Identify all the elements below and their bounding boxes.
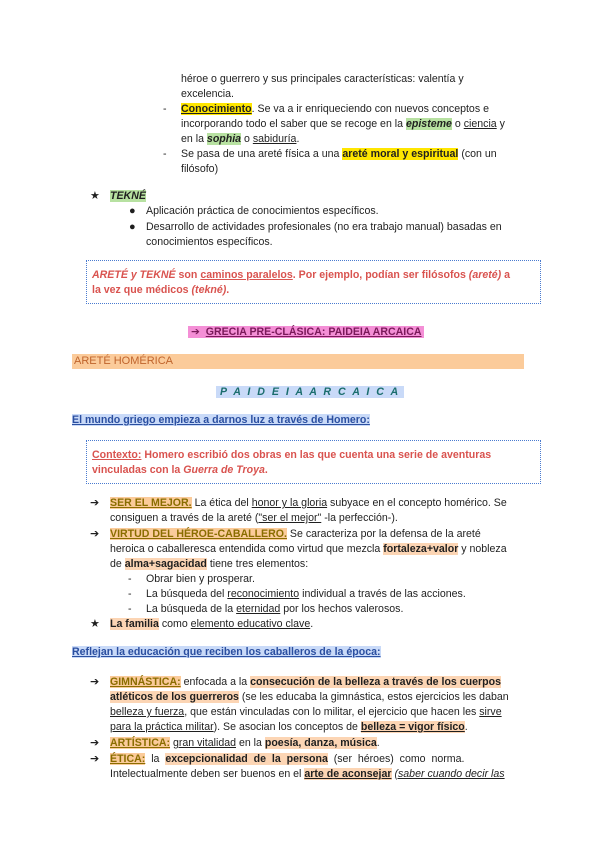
text-line: héroe o guerrero y sus principales características: valentía y [181,73,464,85]
text-span: . [226,284,230,296]
text-span: subyace en el concepto homérico. Se [327,497,507,509]
sophia-term: sophia [206,133,242,145]
text-span: de [110,558,125,570]
contexto-term: Contexto: [92,449,142,461]
text-line: conocimientos específicos. [146,236,273,248]
text-span: son [175,269,201,281]
atleticos-term: atléticos de los guerreros [110,691,239,703]
text-line [110,496,507,511]
star-bullet-icon: ★ [90,618,100,630]
familia-term: La familia [110,618,159,630]
text-span: ARETÉ y TEKNÉ [92,269,176,281]
sirve-term: sirve [479,706,502,718]
poesia-term: poesía, danza, música [264,737,377,749]
dash-bullet: - [163,103,167,115]
reflejan-heading [72,645,381,660]
arrow-bullet-icon: ➔ [90,753,100,765]
text-span: Se caracteriza por la defensa de la areté [286,528,481,540]
reconocimiento-term: reconocimiento [227,588,300,600]
text-line: filósofo) [181,163,219,175]
dot-bullet: ● [129,205,136,217]
text-span: como [158,618,191,630]
paideia-arcaica-text: P A I D E I A A R C A I C A [216,386,404,398]
text-span: Homero escribió dos obras en las que cuenta una serie de aventuras [141,449,492,461]
text-line: Obrar bien y prosperar. [146,573,255,585]
text-span: vinculadas con la [92,464,184,476]
text-line [110,557,308,572]
arete-homerica-heading: ARETÉ HOMÉRICA [74,355,174,367]
text-span: enfocada a la [180,676,251,688]
text-line [110,720,468,735]
text-line: Aplicación práctica de conocimientos específicos. [146,205,379,217]
text-line [181,132,299,147]
belleza-term: belleza y fuerza [110,706,185,718]
tekne-term: TEKNÉ [110,190,146,202]
text-span: (ser héroes) como norma. [327,753,465,765]
text-line [110,752,464,767]
dash-bullet: - [163,148,167,160]
quote-term: "ser el mejor" [258,512,322,524]
text-span: incorporando todo el saber que se recoge en la [181,118,404,130]
text-span: heroica o caballeresca entendida como virtud que mezcla [110,543,384,555]
text-line [110,690,509,705]
arrow-bullet-icon: ➔ [90,676,100,688]
text-span: , que están vinculadas con lo militar, el ejercicio que hacen les [184,706,480,718]
text-span: . [464,721,468,733]
text-line [110,736,380,751]
text-span: La búsqueda del [146,588,228,600]
text-span: . [296,133,300,145]
text-span: o [451,118,464,130]
text-line [110,617,313,632]
text-span: (se les educaba la gimnástica, estos ejercicios les daban [238,691,509,703]
saber-term: (saber cuando decir las [394,768,505,780]
episteme-term: episteme [406,118,452,130]
mundo-griego-text: El mundo griego empieza a darnos luz a través de Homero: [72,414,370,426]
text-line [110,511,398,526]
practica-term: para la práctica militar [110,721,214,733]
text-line [110,675,501,690]
arrow-bullet-icon: ➔ [90,497,100,509]
star-bullet-icon: ★ [90,190,100,202]
section-title: ➔ GRECIA PRE-CLÁSICA: PAIDEIA ARCAICA [188,325,424,340]
text-line [110,542,507,557]
text-span: o [241,133,253,145]
consecucion-term: consecución de la belleza a través de los cuerpos [250,676,501,688]
ciencia-term: ciencia [463,118,497,130]
text-span: (areté) [468,269,502,281]
text-span: individual a través de las acciones. [299,588,466,600]
dash-bullet: - [128,588,132,600]
text-span: y [496,118,505,130]
gimnastica-term: GIMNÁSTICA: [110,676,181,688]
alma-term: alma+sagacidad [124,558,207,570]
guerra-term: Guerra de Troya [183,464,265,476]
text-span: Se pasa de una areté física a una [181,148,343,160]
arte-term: arte de aconsejar [304,768,392,780]
conocimiento-term: Conocimiento [181,103,252,115]
text-span: -la perfección-). [321,512,398,524]
dash-bullet: - [128,603,132,615]
sabiduria-term: sabiduría [252,133,297,145]
dot-bullet: ● [129,221,136,233]
section-title-text: GRECIA PRE-CLÁSICA: PAIDEIA ARCAICA [205,326,422,338]
text-line: Desarrollo de actividades profesionales (no era trabajo manual) basadas en [146,221,502,233]
arete-moral-term: areté moral y espiritual [342,148,459,160]
text-span: la [145,753,166,765]
elemento-term: elemento educativo clave [190,618,311,630]
text-span: por los hechos valerosos. [280,603,404,615]
text-line [110,705,502,720]
text-span: La ética del [191,497,252,509]
text-span: a [501,269,511,281]
fortaleza-term: fortaleza+valor [383,543,459,555]
text-span: (tekné) [191,284,227,296]
text-line [181,102,489,117]
etica-term: ÉTICA: [110,753,146,765]
text-line [92,463,268,478]
ser-mejor-term: SER EL MEJOR. [110,497,192,509]
paideia-arcaica-heading [216,385,404,400]
text-span: . Por ejemplo, podían ser filósofos [292,269,469,281]
text-span: Intelectualmente deben ser buenos en el [110,768,305,780]
text-span: consiguen a través de la areté ( [110,512,259,524]
text-span: . [310,618,314,630]
caminos-term: caminos paralelos [200,269,293,281]
virtud-term: VIRTUD DEL HÉROE-CABALLERO. [110,528,287,540]
tekne-title [110,189,146,204]
text-line [181,147,497,162]
text-line [146,602,403,617]
dash-bullet: - [128,573,132,585]
arrow-bullet-icon: ➔ [90,528,100,540]
artistica-term: ARTÍSTICA: [110,737,171,749]
belleza-vigor-term: belleza = vigor físico [360,721,465,733]
text-span: en la [236,737,265,749]
mundo-griego-heading [72,413,370,428]
arrow-bullet-icon: ➔ [90,737,100,749]
text-line [92,268,510,283]
text-line [92,448,491,463]
text-span: en la [181,133,207,145]
text-span: La búsqueda de la [146,603,237,615]
text-span: . [376,737,380,749]
honor-term: honor y la gloria [251,497,328,509]
text-line [110,767,505,782]
text-span: . Se va a ir enriqueciendo con nuevos conceptos e [251,103,489,115]
eternidad-term: eternidad [236,603,281,615]
excepcionalidad-term: excepcionalidad de la persona [165,753,328,765]
text-span: la vez que médicos [92,284,192,296]
reflejan-text: Reflejan la educación que reciben los caballeros de la época: [72,646,381,658]
text-span: y nobleza [458,543,507,555]
text-line [146,587,466,602]
text-line [110,527,481,542]
vitalidad-term: gran vitalidad [172,737,236,749]
text-line [181,117,505,132]
text-span: ). Se asocian los conceptos de [213,721,361,733]
text-line: excelencia. [181,88,234,100]
text-span: (con un [458,148,497,160]
text-line [92,283,229,298]
text-span: tiene tres elementos: [206,558,309,570]
text-span: . [264,464,268,476]
